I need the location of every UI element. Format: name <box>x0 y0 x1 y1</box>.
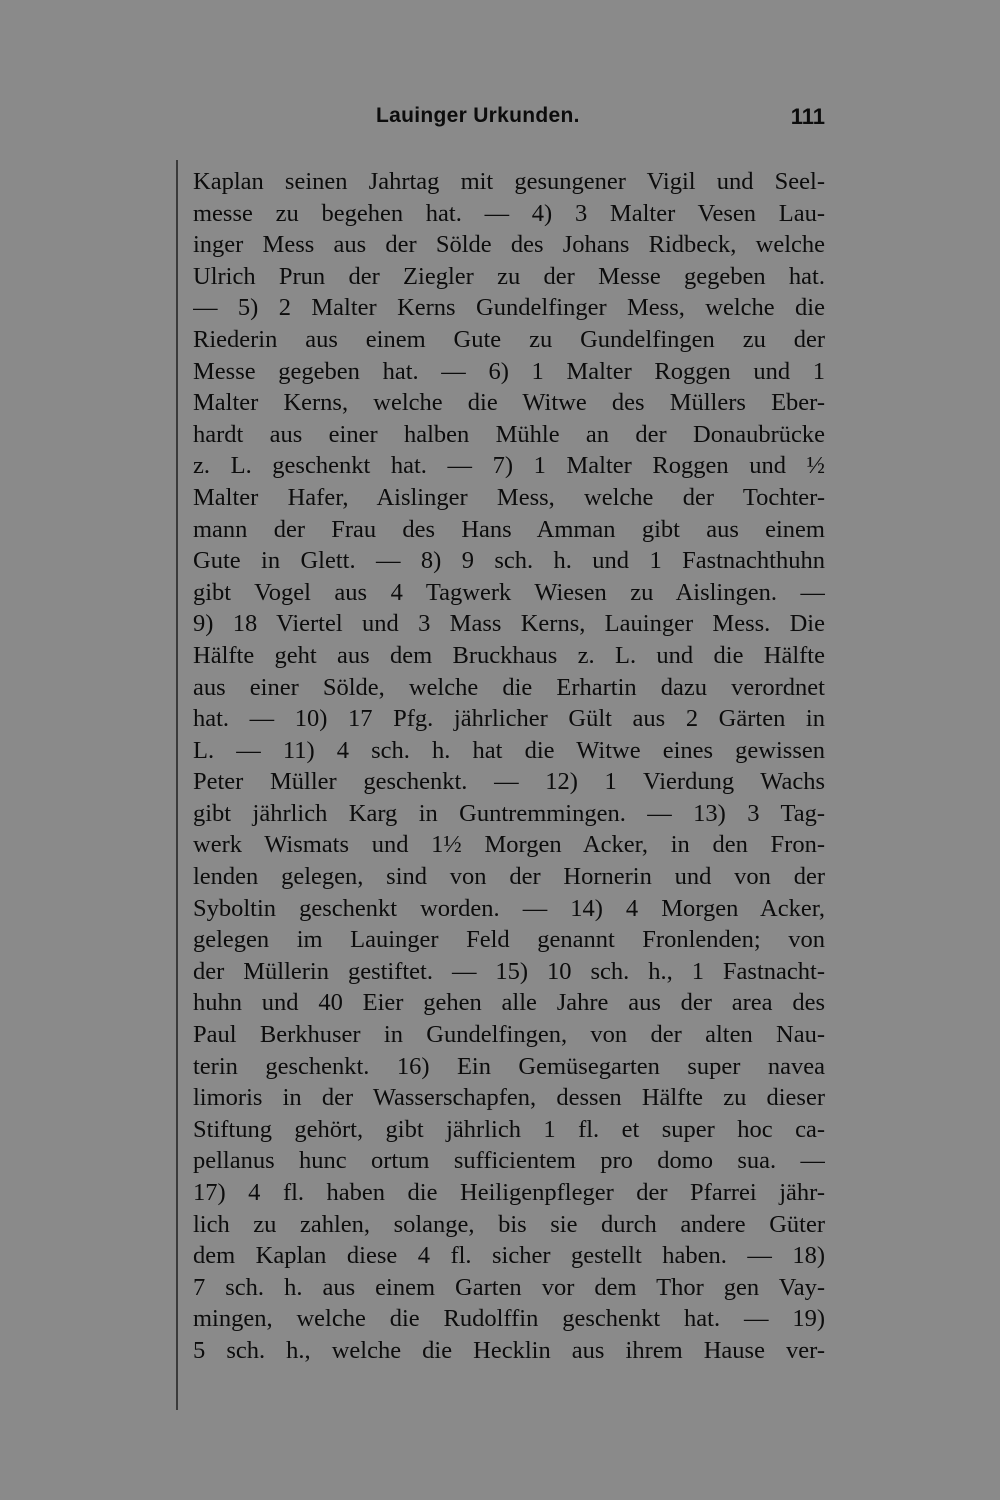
text-line: Stiftung gehört, gibt jährlich 1 fl. et super hoc ca- <box>193 1115 825 1143</box>
text-line: 5 sch. h., welche die Hecklin aus ihrem Hause ver- <box>193 1336 825 1364</box>
text-line: dem Kaplan diese 4 fl. sicher gestellt haben. — 18) <box>193 1242 825 1270</box>
text-line: Paul Berkhuser in Gundelfingen, von der alten Nau- <box>193 1021 825 1049</box>
text-line: terin geschenkt. 16) Ein Gemüsegarten super navea <box>193 1052 825 1080</box>
text-line: mingen, welche die Rudolffin geschenkt hat. — 19) <box>193 1305 825 1333</box>
text-line: limoris in der Wasserschapfen, dessen Hälfte zu dieser <box>193 1084 825 1112</box>
text-line: inger Mess aus der Sölde des Johans Ridbeck, welche <box>193 231 825 259</box>
text-line: Riederin aus einem Gute zu Gundelfingen zu der <box>193 325 825 353</box>
running-head-title: Lauinger Urkunden. <box>376 104 580 127</box>
page-number: 111 <box>790 104 825 129</box>
text-line: lich zu zahlen, solange, bis sie durch andere Güter <box>193 1210 825 1238</box>
text-line: mann der Frau des Hans Amman gibt aus einem <box>193 515 825 543</box>
text-line: aus einer Sölde, welche die Erhartin dazu verordnet <box>193 673 825 701</box>
text-line: Syboltin geschenkt worden. — 14) 4 Morgen Acker, <box>193 894 825 922</box>
text-line: der Müllerin gestiftet. — 15) 10 sch. h., 1 Fastnacht- <box>193 957 825 985</box>
text-line: Hälfte geht aus dem Bruckhaus z. L. und die Hälfte <box>193 641 825 669</box>
text-line: messe zu begehen hat. — 4) 3 Malter Vesen Lau- <box>193 199 825 227</box>
text-line: Peter Müller geschenkt. — 12) 1 Vierdung Wachs <box>193 768 825 796</box>
text-line: gibt Vogel aus 4 Tagwerk Wiesen zu Aislingen. — <box>193 578 825 606</box>
text-line: 9) 18 Viertel und 3 Mass Kerns, Lauinger Mess. Die <box>193 610 825 638</box>
text-line: Messe gegeben hat. — 6) 1 Malter Roggen und 1 <box>193 357 825 385</box>
text-line: L. — 11) 4 sch. h. hat die Witwe eines gewissen <box>193 736 825 764</box>
text-line: gibt jährlich Karg in Guntremmingen. — 13) 3 Tag- <box>193 799 825 827</box>
body-text <box>193 166 825 1367</box>
text-line: — 5) 2 Malter Kerns Gundelfinger Mess, welche die <box>193 294 825 322</box>
running-head <box>193 104 825 134</box>
text-line: huhn und 40 Eier gehen alle Jahre aus der area des <box>193 989 825 1017</box>
text-line: 7 sch. h. aus einem Garten vor dem Thor gen Vay- <box>193 1273 825 1301</box>
text-line: z. L. geschenkt hat. — 7) 1 Malter Roggen und ½ <box>193 452 825 480</box>
text-line: Malter Hafer, Aislinger Mess, welche der Tochter- <box>193 483 825 511</box>
text-line: Kaplan seinen Jahrtag mit gesungener Vigil und Seel- <box>193 168 825 195</box>
text-line: Ulrich Prun der Ziegler zu der Messe gegeben hat. <box>193 262 825 290</box>
text-line: hat. — 10) 17 Pfg. jährlicher Gült aus 2 Gärten in <box>193 705 825 733</box>
text-line: pellanus hunc ortum sufficientem pro domo sua. — <box>193 1147 825 1175</box>
margin-rule <box>176 160 178 1410</box>
text-line: lenden gelegen, sind von der Hornerin und von der <box>193 863 825 891</box>
text-line: hardt aus einer halben Mühle an der Donaubrücke <box>193 420 825 448</box>
text-line: Gute in Glett. — 8) 9 sch. h. und 1 Fastnachthuhn <box>193 547 825 575</box>
text-line: gelegen im Lauinger Feld genannt Fronlenden; von <box>193 926 825 954</box>
text-line: werk Wismats und 1½ Morgen Acker, in den Fron- <box>193 831 825 859</box>
text-line: 17) 4 fl. haben die Heiligenpfleger der Pfarrei jähr- <box>193 1179 825 1206</box>
text-line: Malter Kerns, welche die Witwe des Müllers Eber- <box>193 389 825 417</box>
